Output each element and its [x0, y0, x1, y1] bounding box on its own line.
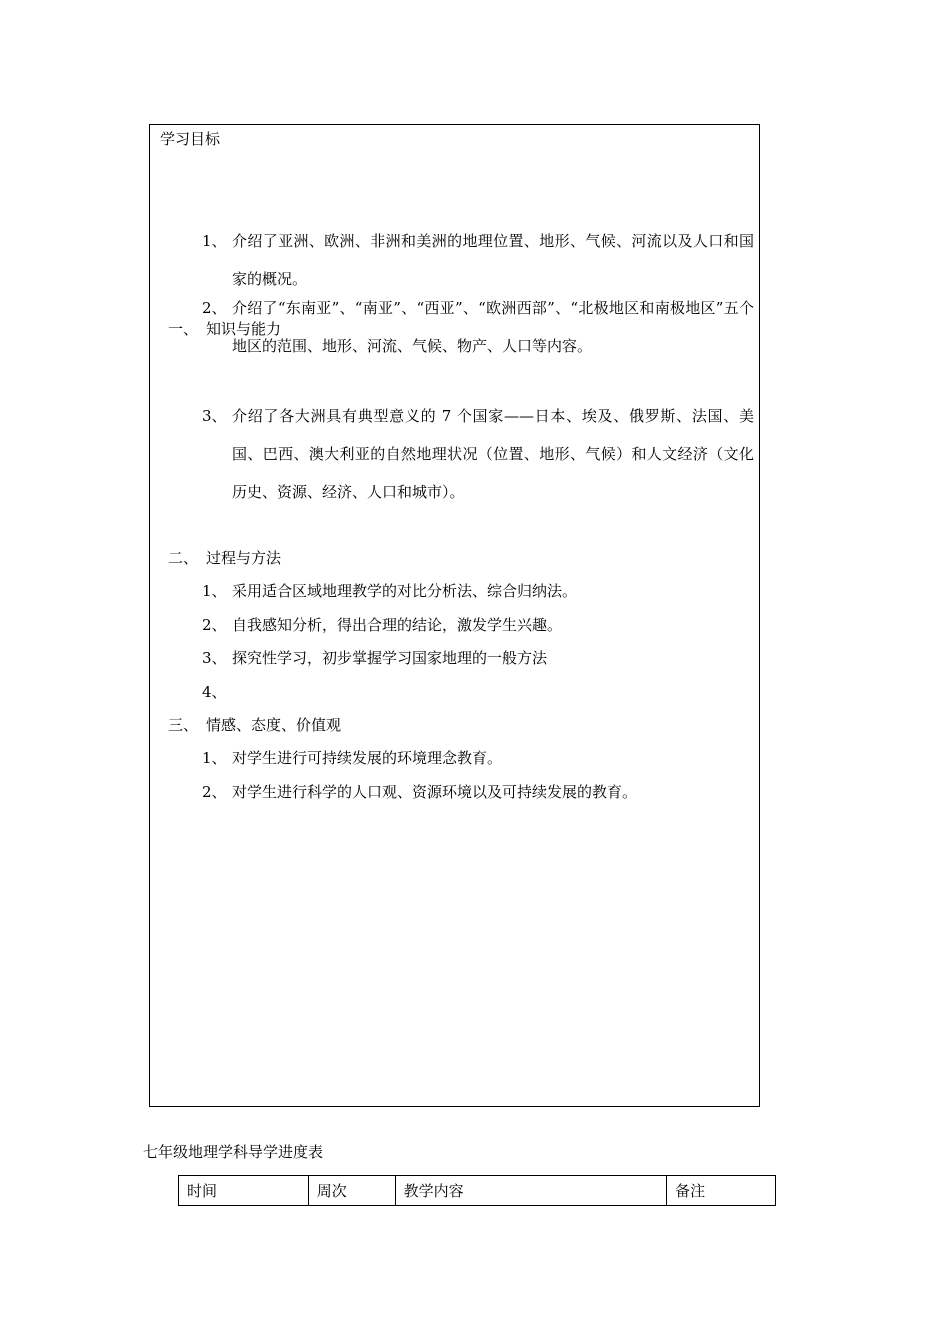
item-text: 介绍了“东南亚”、“南亚”、“西亚”、“欧洲西部”、“北极地区和南极地区”五个地区的范围、地形、河流、气候、物产、人口等内容。 [232, 299, 754, 355]
item-text: 探究性学习，初步掌握学习国家地理的一般方法 [232, 649, 548, 667]
item-text: 对学生进行可持续发展的环境理念教育。 [232, 749, 503, 767]
section-title: 情感、态度、价值观 [206, 716, 342, 734]
item-number: 4、 [202, 683, 227, 701]
objectives-title: 学习目标 [160, 130, 221, 148]
section-number: 一、 [168, 320, 199, 338]
item-text: 采用适合区域地理教学的对比分析法、综合归纳法。 [232, 582, 578, 600]
item-text: 介绍了各大洲具有典型意义的 7 个国家——日本、埃及、俄罗斯、法国、美国、巴西、澳大利亚的自然地理状况（位置、地形、气候）和人文经济（文化历史、资源、经济、人口和城市）。 [232, 407, 754, 501]
column-header-content: 教学内容 [395, 1176, 666, 1206]
item-number: 2、 [202, 616, 227, 634]
item-number: 3、 [202, 649, 227, 667]
section-emotion-values [168, 715, 341, 735]
list-item [202, 572, 754, 610]
column-header-time: 时间 [179, 1176, 309, 1206]
item-number: 3、 [202, 407, 227, 425]
item-number: 1、 [202, 749, 227, 767]
column-header-notes: 备注 [667, 1176, 776, 1206]
item-number: 1、 [202, 582, 227, 600]
item-text: 对学生进行科学的人口观、资源环境以及可持续发展的教育。 [232, 783, 638, 801]
item-text: 自我感知分析，得出合理的结论，激发学生兴趣。 [232, 616, 563, 634]
list-item [202, 773, 754, 811]
column-header-week: 周次 [308, 1176, 395, 1206]
section-process-method [168, 548, 281, 568]
section-title: 知识与能力 [206, 320, 282, 338]
item-number: 1、 [202, 232, 227, 250]
section-number: 二、 [168, 549, 199, 567]
section-number: 三、 [168, 716, 199, 734]
item-number: 2、 [202, 783, 227, 801]
item-number: 2、 [202, 299, 227, 317]
section-title: 过程与方法 [206, 549, 282, 567]
list-item [202, 289, 754, 365]
progress-table-title: 七年级地理学科导学进度表 [143, 1143, 324, 1161]
table-header-row [179, 1176, 776, 1206]
item-text: 介绍了亚洲、欧洲、非洲和美洲的地理位置、地形、气候、河流以及人口和国家的概况。 [232, 232, 754, 288]
list-item [202, 639, 754, 677]
list-item [202, 222, 754, 298]
objectives-box [149, 124, 760, 1107]
list-item [202, 739, 754, 777]
progress-table [178, 1175, 776, 1206]
list-item [202, 397, 754, 511]
